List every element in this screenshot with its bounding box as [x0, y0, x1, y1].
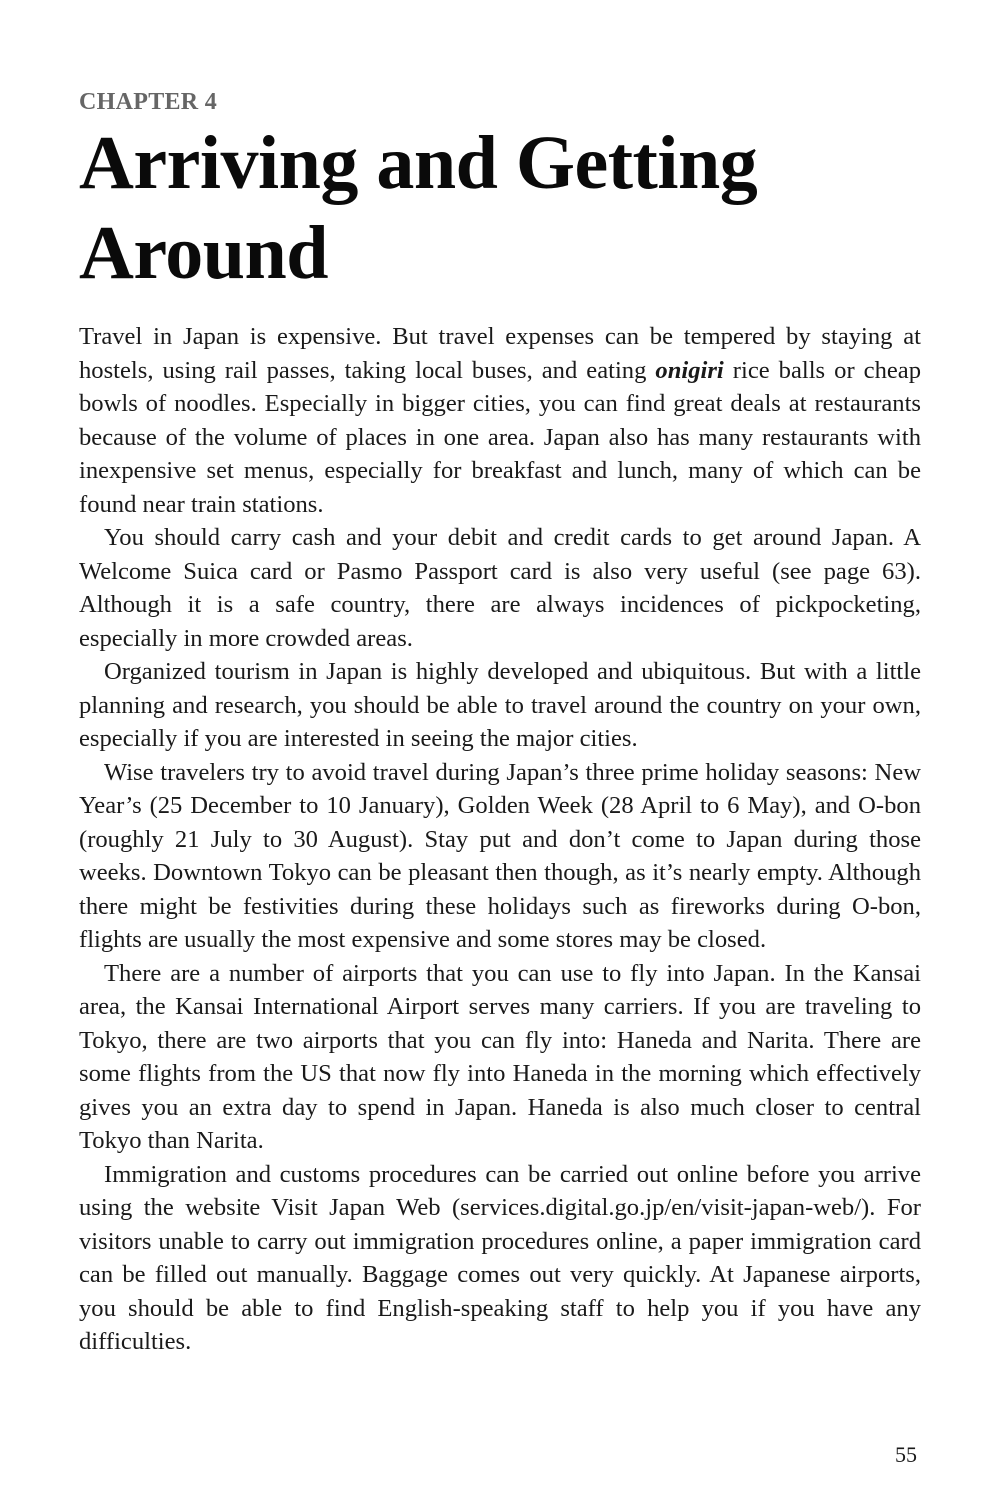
chapter-label: CHAPTER 4	[79, 89, 218, 115]
paragraph-intro-before: Travel in Japan is expensive. But travel expenses can be tempered by staying at hostels, using rail passes, taking local buses, and eating	[79, 323, 921, 384]
paragraph-cash-cards: You should carry cash and your debit and credit cards to get around Japan. A Welcome Suica card or Pasmo Passport card is also very useful (see page 63). Although it is a safe country, there are always incidences of pickpocketing, especially in more crowded areas.	[79, 524, 921, 652]
paragraph-airports: There are a number of airports that you can use to fly into Japan. In the Kansai area, the Kansai International Airport serves many carriers. If you are traveling to Tokyo, there are two airports that you can fly into: Haneda and Narita. There are some flights from the US that now fly into Haneda in the morning which effectively gives you an extra day to spend in Japan. Haneda is also much closer to central Tokyo than Narita.	[79, 959, 921, 1154]
paragraph-intro	[79, 320, 921, 521]
emphasis-onigiri: onigiri	[655, 356, 724, 384]
paragraph-intro-after: rice balls or cheap bowls of noodles. Especially in bigger cities, you can find great deals at restaurants because of the volume of places in one area. Japan also has many restaurants with inexpensive set menus, especially for breakfast and lunch, many of which can be found near train stations.	[79, 356, 921, 518]
paragraph-holiday-seasons: Wise travelers try to avoid travel during Japan’s three prime holiday seasons: New Year’s (25 December to 10 January), Golden Week (28 April to 6 May), and O-bon (roughly 21 July to 30 August). Stay put and don’t come to Japan during those weeks. Downtown Tokyo can be pleasant then though, as it’s nearly empty. Although there might be festivities during these holidays such as fireworks during O-bon, flights are usually the most expensive and some stores may be closed.	[79, 758, 921, 953]
chapter-title: Arriving and Getting Around	[79, 121, 758, 295]
page-number: 55	[895, 1442, 917, 1467]
paragraph-immigration: Immigration and customs procedures can be carried out online before you arrive using the website Visit Japan Web (services.digital.go.jp/en/visit-​japan-web/). For visitors unable to carry out immigration procedures online, a paper immigration card can be filled out manually. Baggage comes out very quickly. At Japanese airports, you should be able to find English-​speaking staff to help you if you have any difficulties.	[79, 1160, 921, 1355]
paragraph-organized-tourism: Organized tourism in Japan is highly developed and ubiquitous. But with a little planning and research, you should be able to travel around the country on your own, especially if you are interested in seeing the major cities.	[79, 658, 921, 752]
body-text	[79, 320, 921, 1359]
